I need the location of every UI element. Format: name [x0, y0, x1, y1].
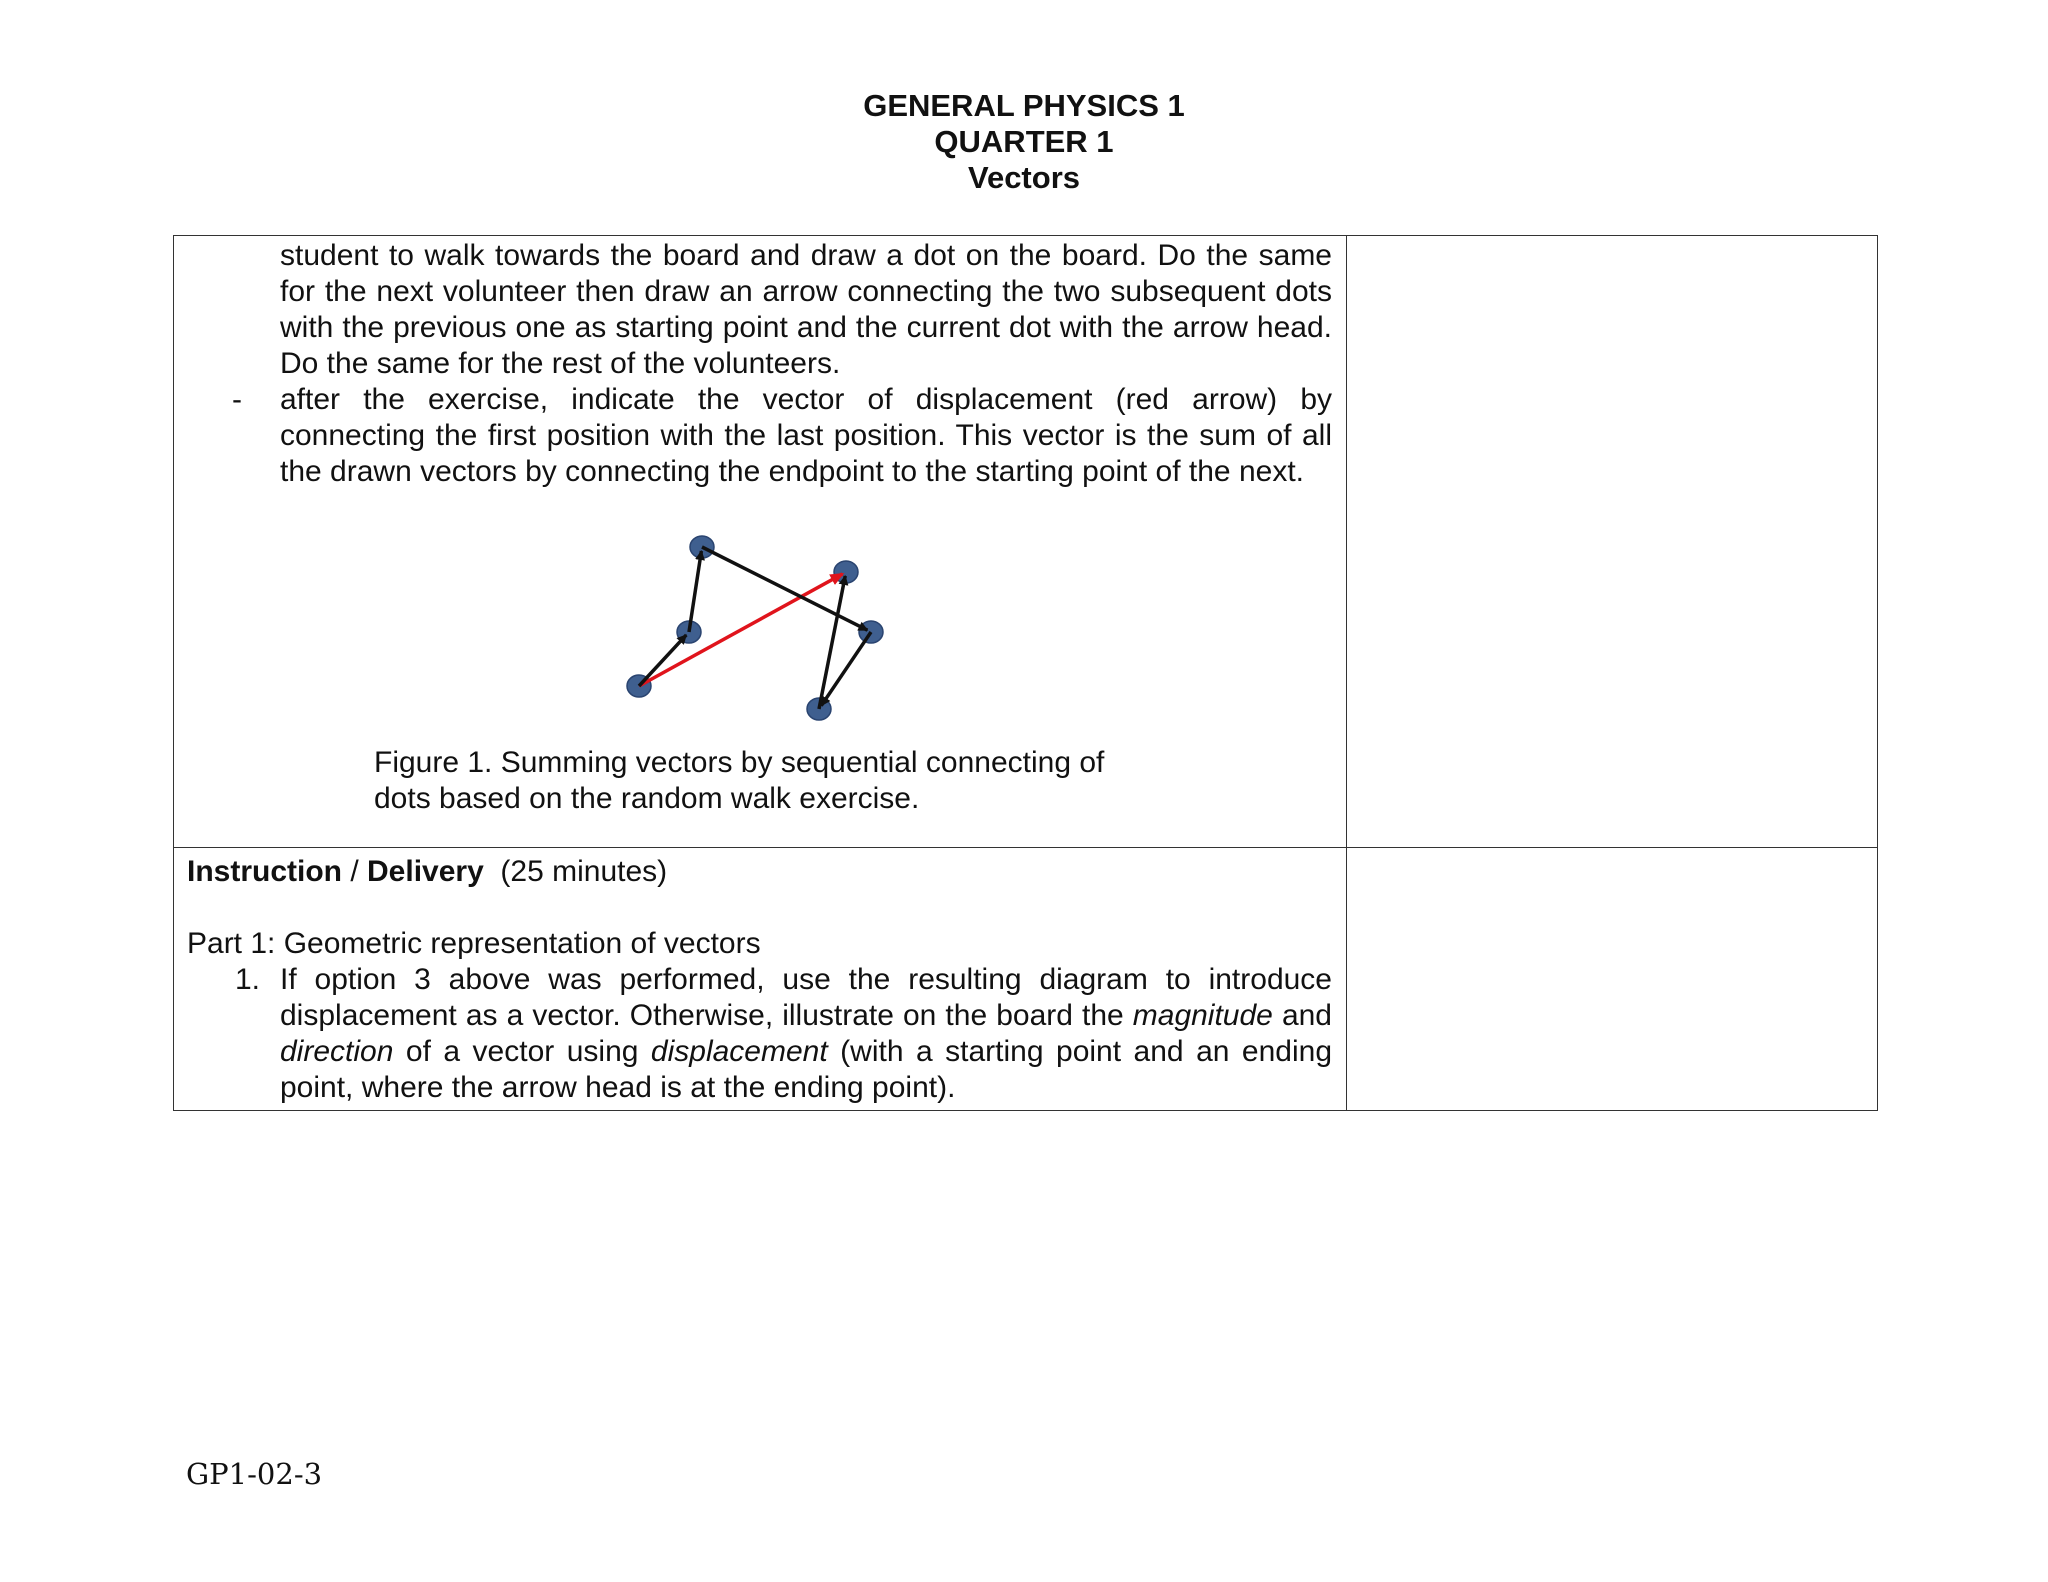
random-walk-diagram	[174, 490, 1346, 745]
step-vector-arrow	[639, 635, 686, 686]
document-header	[0, 88, 2048, 196]
course-title: GENERAL PHYSICS 1	[863, 88, 1185, 123]
item-number: 1.	[235, 963, 261, 996]
activity-cell	[174, 236, 1347, 848]
quarter-label: QUARTER 1	[934, 124, 1114, 159]
heading-instruction: Instruction	[187, 855, 342, 888]
resultant-displacement-arrow	[639, 574, 842, 686]
table-row	[174, 236, 1878, 848]
caption-line-1: Figure 1. Summing vectors by sequential connecting of	[374, 746, 1105, 779]
step-vector-arrow	[689, 551, 701, 632]
bullet-item	[232, 382, 1332, 490]
notes-cell	[1347, 848, 1878, 1111]
heading-duration: (25 minutes)	[483, 855, 668, 888]
figure-caption	[174, 745, 1346, 847]
lesson-plan-table	[173, 235, 1878, 1111]
item-text: of a vector using	[393, 1035, 651, 1068]
item-text: and	[1272, 999, 1332, 1032]
emphasis-direction: direction	[280, 1035, 394, 1068]
list-item	[187, 962, 1332, 1106]
table-row	[174, 848, 1878, 1111]
bullet-marker: -	[232, 383, 242, 416]
topic-title: Vectors	[967, 160, 1080, 195]
instruction-cell	[174, 848, 1347, 1111]
heading-separator: /	[342, 855, 368, 888]
heading-delivery: Delivery	[367, 855, 484, 888]
activity-paragraph: student to walk towards the board and draw a dot on the board. Do the same for the next volunteer then draw an arrow connecting the two subsequent dots with the previous one as starting point and the current dot with the arrow head. Do the same for the rest of the volunteers.	[280, 239, 1332, 380]
caption-line-2: dots based on the random walk exercise.	[374, 782, 920, 815]
bullet-text: after the exercise, indicate the vector of displacement (red arrow) by connecting the first position with the last position. This vector is the sum of all the drawn vectors by connecting the endpoint to the starting point of the next.	[280, 383, 1332, 488]
part-title: Part 1: Geometric representation of vectors	[187, 927, 761, 960]
emphasis-displacement: displacement	[650, 1035, 828, 1068]
page-code: GP1-02-3	[186, 1457, 323, 1491]
item-text: If option 3 above was performed, use the resulting diagram to introduce displacement as a vector. Otherwise, illustrate on the board the	[280, 963, 1332, 1032]
section-heading	[187, 854, 1332, 890]
notes-cell	[1347, 236, 1878, 848]
step-vector-arrow	[821, 632, 871, 706]
emphasis-magnitude: magnitude	[1132, 999, 1273, 1032]
vector-figure	[174, 490, 1346, 745]
item-text: (with a starting point and an ending point, where the arrow head is at the ending point).	[280, 1035, 1333, 1104]
